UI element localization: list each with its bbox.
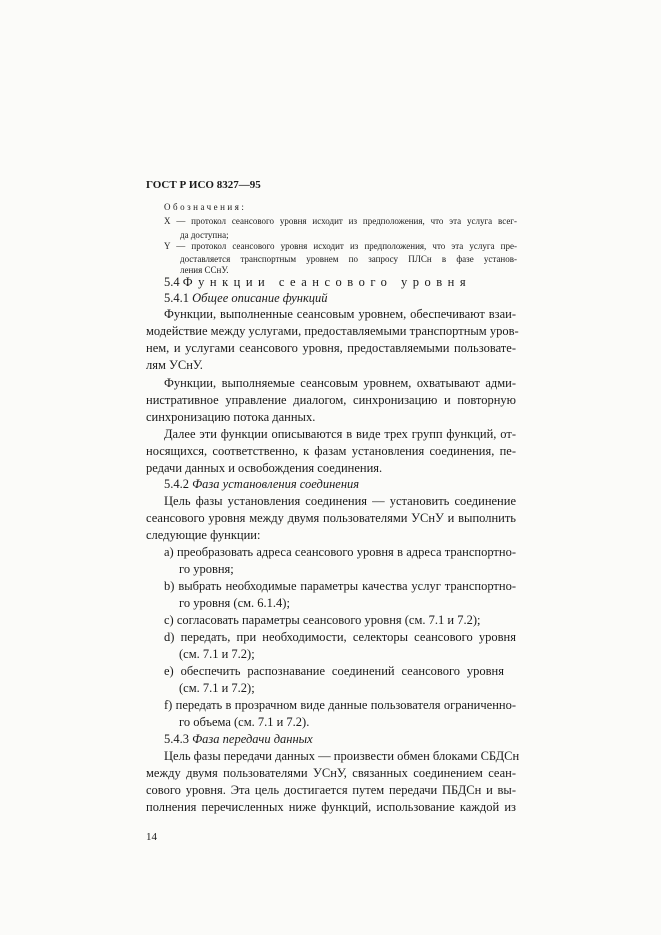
list-item: го уровня (см. 6.1.4); bbox=[179, 596, 290, 610]
subsection-number: 5.4.1 bbox=[164, 291, 189, 305]
list-item: d) передать, при необходимости, селекторы сеансового уровня bbox=[164, 630, 516, 644]
paragraph-line: носящихся, соответственно, к фазам установления соединения, пе- bbox=[146, 444, 516, 458]
subsection-title: Фаза установления соединения bbox=[192, 477, 360, 491]
note-x-line: да доступна; bbox=[180, 230, 229, 240]
list-item: го уровня; bbox=[179, 562, 234, 576]
paragraph-line: нистративное управление диалогом, синхронизацию и повторную bbox=[146, 393, 516, 407]
list-item: (см. 7.1 и 7.2); bbox=[179, 647, 255, 661]
list-item: с) согласовать параметры сеансового уровня (см. 7.1 и 7.2); bbox=[164, 613, 481, 627]
notes-title: Обозначения: bbox=[164, 202, 247, 212]
list-item: b) выбрать необходимые параметры качества услуг транспортно- bbox=[164, 579, 516, 593]
note-y-line: ления ССнУ. bbox=[180, 265, 229, 275]
subsection-heading bbox=[164, 292, 328, 305]
list-item: го объема (см. 7.1 и 7.2). bbox=[179, 715, 310, 729]
note-y-line: Y — протокол сеансового уровня исходит из предположения, что эта услуга пре- bbox=[164, 241, 517, 251]
page-number: 14 bbox=[146, 831, 157, 843]
section-title: Функции сеансового уровня bbox=[182, 275, 472, 289]
document-code: ГОСТ Р ИСО 8327—95 bbox=[146, 179, 261, 191]
paragraph-line: модействие между услугами, предоставляемыми транспортным уров- bbox=[146, 324, 519, 338]
list-item: (см. 7.1 и 7.2); bbox=[179, 681, 255, 695]
section-heading bbox=[164, 276, 471, 289]
paragraph-line: Цель фазы передачи данных — произвести обмен блоками СБДСн bbox=[164, 749, 520, 763]
paragraph-line: между двумя пользователями УСнУ, связанных соединением сеан- bbox=[146, 766, 516, 780]
paragraph-line: нем, и услугами сеансового уровня, предоставляемыми пользовате- bbox=[146, 341, 516, 355]
paragraph-line: полнения перечисленных ниже функций, использование каждой из bbox=[146, 800, 516, 814]
paragraph-line: сового уровня. Эта цель достигается путем передачи ПБДСн и вы- bbox=[146, 783, 516, 797]
paragraph-line: Функции, выполняемые сеансовым уровнем, охватывают адми- bbox=[164, 376, 516, 390]
subsection-heading bbox=[164, 478, 359, 491]
paragraph-line: Цель фазы установления соединения — установить соединение bbox=[164, 494, 516, 508]
subsection-heading bbox=[164, 733, 313, 746]
paragraph-line: сеансового уровня между двумя пользователями УСнУ и выполнить bbox=[146, 511, 516, 525]
subsection-number: 5.4.2 bbox=[164, 477, 189, 491]
list-item: а) преобразовать адреса сеансового уровня в адреса транспортно- bbox=[164, 545, 516, 559]
paragraph-line: Функции, выполненные сеансовым уровнем, обеспечивают взаи- bbox=[164, 307, 516, 321]
list-item: f) передать в прозрачном виде данные пользователя ограниченно- bbox=[164, 698, 516, 712]
note-y-line: доставляется транспортным уровнем по запросу ПЛСн в фазе установ- bbox=[180, 254, 517, 264]
subsection-number: 5.4.3 bbox=[164, 732, 189, 746]
paragraph-line: редачи данных и освобождения соединения. bbox=[146, 461, 383, 475]
section-number: 5.4 bbox=[164, 275, 180, 289]
paragraph-line: Далее эти функции описываются в виде трех групп функций, от- bbox=[164, 427, 516, 441]
paragraph-line: синхронизацию потока данных. bbox=[146, 410, 316, 424]
subsection-title: Фаза передачи данных bbox=[192, 732, 313, 746]
list-item: е) обеспечить распознавание соединений сеансового уровня bbox=[164, 664, 504, 678]
paragraph-line: следующие функции: bbox=[146, 528, 261, 542]
paragraph-line: лям УСнУ. bbox=[146, 358, 203, 372]
note-x-line: X — протокол сеансового уровня исходит из предположения, что эта услуга всег- bbox=[164, 216, 517, 226]
subsection-title: Общее описание функций bbox=[192, 291, 328, 305]
